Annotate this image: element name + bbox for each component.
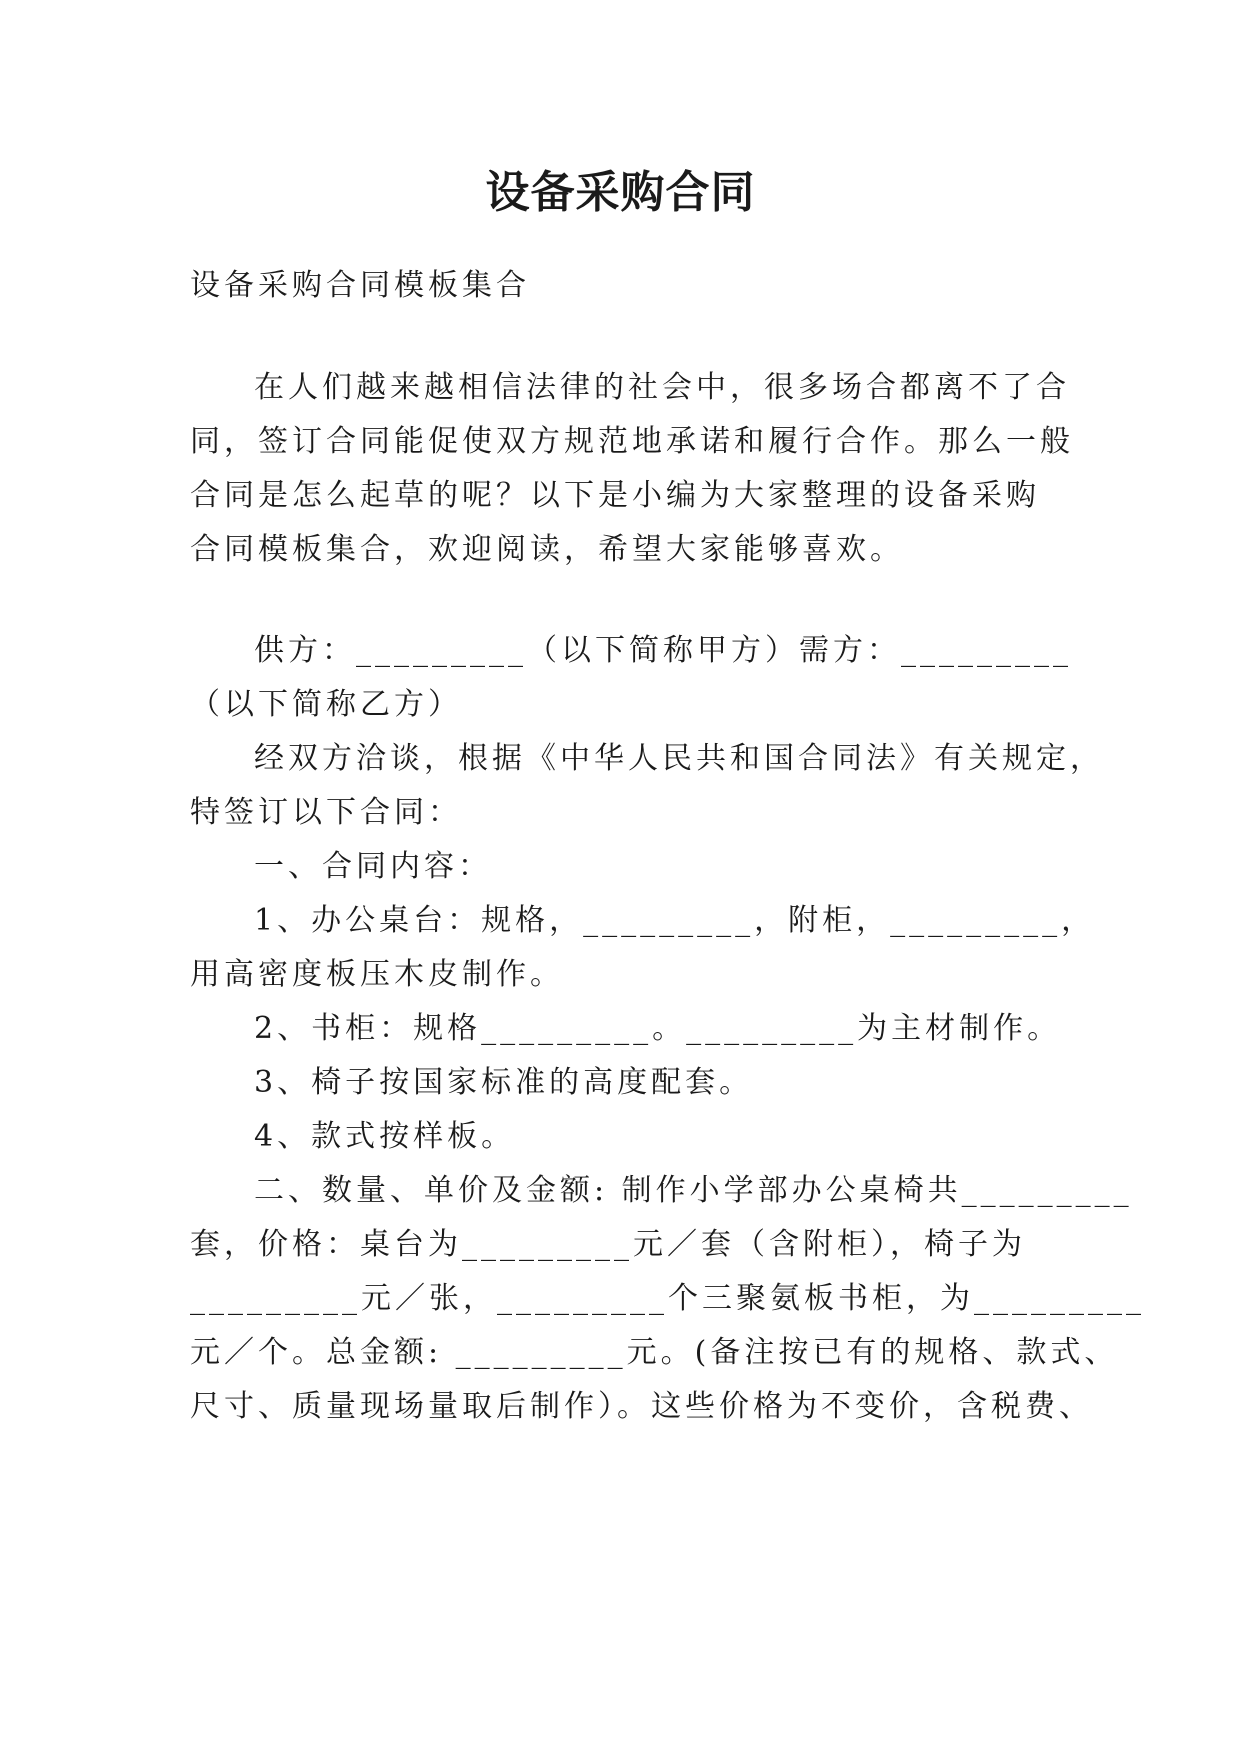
parties-line-1: 供方：_________（以下简称甲方）需方：_________	[254, 633, 1072, 668]
intro-line-1: 在人们越来越相信法律的社会中，很多场合都离不了合	[254, 370, 1070, 405]
item-1-line-1: 1、办公桌台：规格，_________，附柜，_________，	[254, 903, 1096, 938]
section-2-line-3: _________元／张，_________个三聚氨板书柜，为_________	[190, 1281, 1145, 1316]
document-subtitle: 设备采购合同模板集合	[190, 268, 530, 303]
section-2-line-2: 套，价格：桌台为_________元／套（含附柜），椅子为	[190, 1227, 1026, 1262]
item-4: 4、款式按样板。	[254, 1119, 516, 1154]
intro-line-4: 合同模板集合，欢迎阅读，希望大家能够喜欢。	[190, 532, 904, 567]
preamble-line-2: 特签订以下合同：	[190, 795, 462, 830]
section-2-line-4: 元／个。总金额: _________元。(备注按已有的规格、款式、	[190, 1335, 1119, 1370]
item-3: 3、椅子按国家标准的高度配套。	[254, 1065, 754, 1100]
section-2-line-1: 二、数量、单价及金额: 制作小学部办公桌椅共_________	[254, 1173, 1133, 1208]
intro-line-2: 同，签订合同能促使双方规范地承诺和履行合作。那么一般	[190, 424, 1074, 459]
document-title: 设备采购合同	[485, 167, 756, 218]
item-2: 2、书柜：规格_________。_________为主材制作。	[254, 1011, 1062, 1046]
item-1-line-2: 用高密度板压木皮制作。	[190, 957, 564, 992]
preamble-line-1: 经双方洽谈，根据《中华人民共和国合同法》有关规定，	[254, 741, 1104, 776]
parties-line-2: （以下简称乙方）	[190, 687, 462, 722]
intro-line-3: 合同是怎么起草的呢？以下是小编为大家整理的设备采购	[190, 478, 1040, 513]
section-heading-contract-content: 一、合同内容：	[254, 849, 492, 884]
section-2-line-5: 尺寸、质量现场量取后制作）。这些价格为不变价，含税费、	[190, 1389, 1093, 1424]
